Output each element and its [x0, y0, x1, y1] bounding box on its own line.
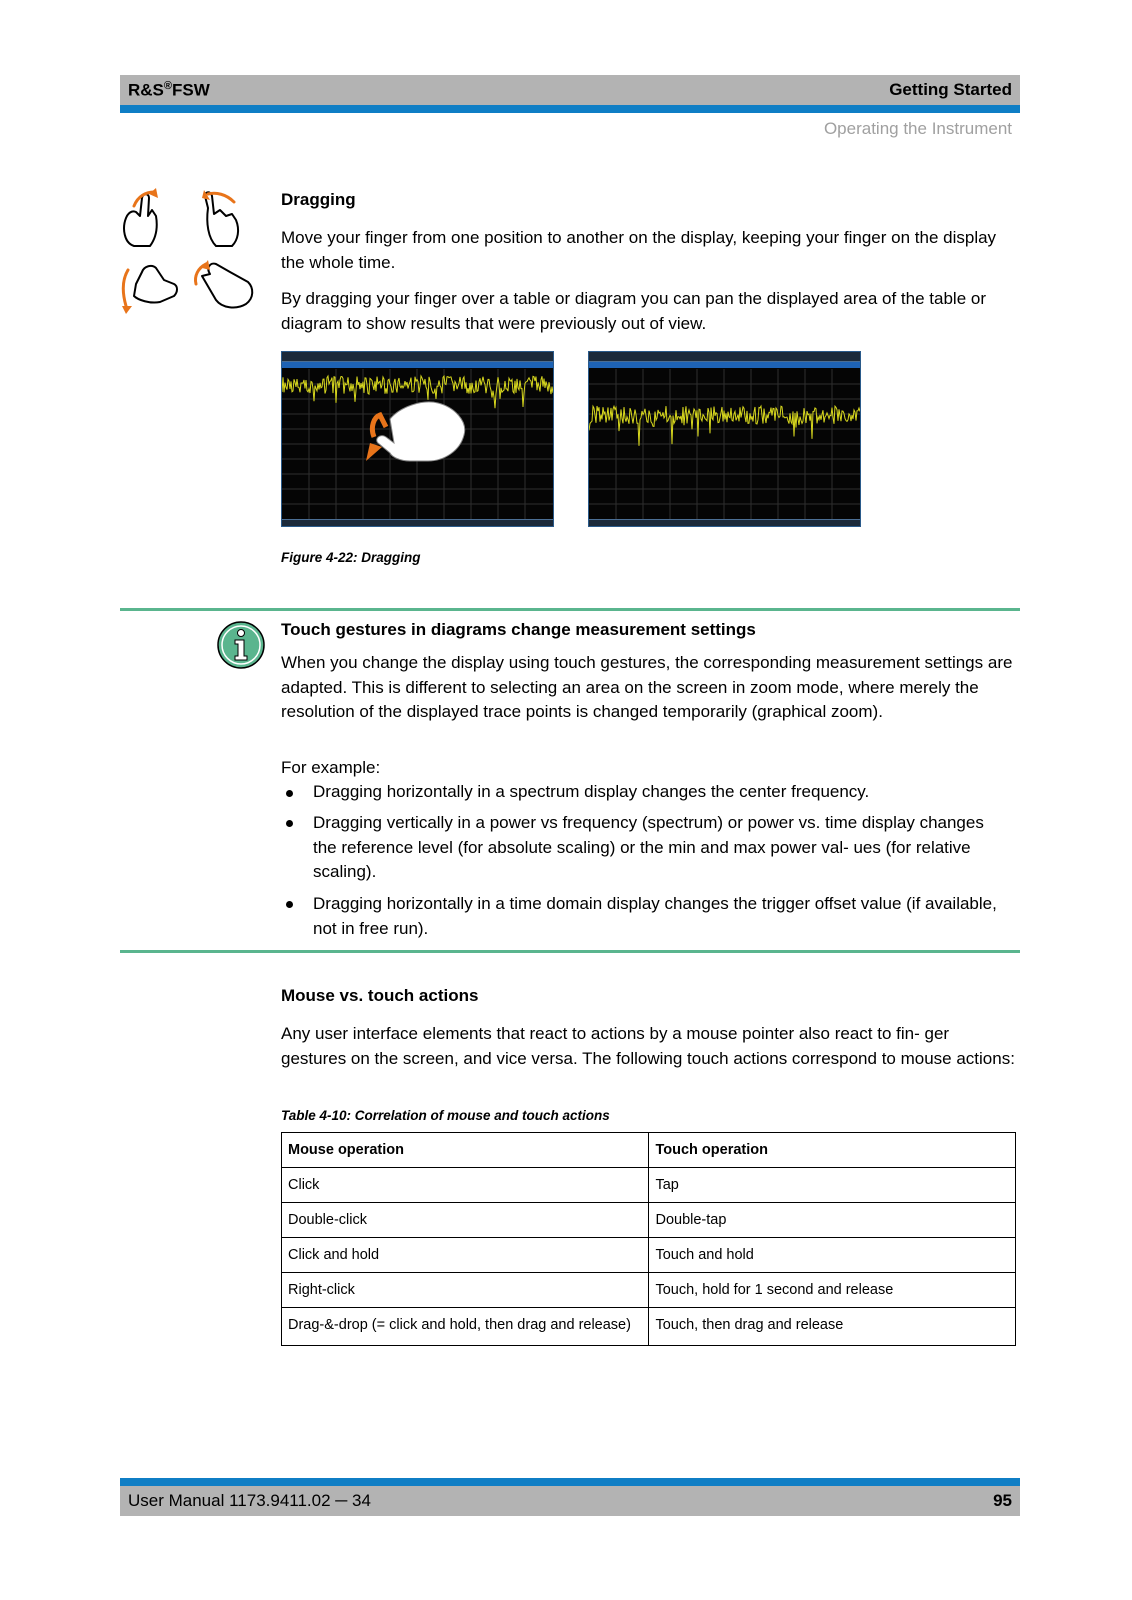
mouse-touch-paragraph: Any user interface elements that react to actions by a mouse pointer also react to fin- ger gestures on the screen, and vice versa. The following touch actions correspond to mouse actions:	[281, 1024, 1015, 1068]
dragging-heading: Dragging	[281, 190, 356, 209]
table-caption: Table 4-10: Correlation of mouse and touch actions	[281, 1108, 610, 1123]
note-heading: Touch gestures in diagrams change measurement settings	[281, 620, 756, 639]
page-number: 95	[993, 1491, 1012, 1510]
mouse-touch-heading: Mouse vs. touch actions	[281, 986, 479, 1005]
mouse-touch-table	[281, 1132, 1016, 1346]
table-cell: Right-click	[282, 1273, 649, 1308]
column-header: Mouse operation	[282, 1133, 649, 1168]
header-bar	[120, 75, 1020, 105]
spectrum-screenshot-before	[281, 351, 554, 527]
note-top-rule	[120, 608, 1020, 611]
footer-accent-line	[120, 1478, 1020, 1486]
column-header: Touch operation	[649, 1133, 1016, 1168]
drag-gesture-icon	[116, 188, 261, 324]
manual-reference: User Manual 1173.9411.02 ─ 34	[128, 1491, 371, 1510]
table-header-row	[282, 1133, 1016, 1168]
spectrum-trace-plot-panned	[589, 369, 860, 520]
table-row	[282, 1203, 1016, 1238]
table-row	[282, 1308, 1016, 1346]
table-cell: Tap	[649, 1168, 1016, 1203]
table-cell: Drag-&-drop (= click and hold, then drag and release)	[282, 1308, 649, 1346]
table-cell: Touch, then drag and release	[649, 1308, 1016, 1346]
product-name: R&S®FSW	[128, 80, 210, 100]
note-for-example: For example:	[281, 758, 381, 777]
figure-caption: Figure 4-22: Dragging	[281, 550, 421, 565]
table-cell: Touch, hold for 1 second and release	[649, 1273, 1016, 1308]
table-cell: Touch and hold	[649, 1238, 1016, 1273]
header-accent-line	[120, 105, 1020, 113]
table-row	[282, 1238, 1016, 1273]
bullet-item: Dragging horizontally in a spectrum display changes the center frequency.	[313, 782, 870, 801]
note-bottom-rule	[120, 950, 1020, 953]
dragging-paragraph-1: Move your finger from one position to another on the display, keeping your finger on the display the whole time.	[281, 228, 997, 272]
spectrum-trace-plot	[282, 369, 553, 520]
table-cell: Double-click	[282, 1203, 649, 1238]
table-row	[282, 1273, 1016, 1308]
section-title: Operating the Instrument	[823, 119, 1012, 138]
table-cell: Click and hold	[282, 1238, 649, 1273]
chapter-title: Getting Started	[889, 80, 1012, 99]
note-paragraph: When you change the display using touch gestures, the corresponding measurement settings are adapted. This is different to selecting an area on the screen in zoom mode, where merely the resolution of the displayed trace points is changed temporarily (graphical zoom).	[281, 653, 1013, 721]
bullet-dot	[286, 901, 293, 908]
bullet-item: Dragging vertically in a power vs frequency (spectrum) or power vs. time display changes the reference level (for absolute scaling) or the min and max power val- ues (for relative scaling).	[313, 813, 984, 881]
spectrum-screenshot-after	[588, 351, 861, 527]
bullet-dot	[286, 790, 293, 797]
bullet-item: Dragging horizontally in a time domain display changes the trigger offset value (if available, not in free run).	[313, 894, 997, 938]
dragging-paragraph-2: By dragging your finger over a table or diagram you can pan the displayed area of the table or diagram to show results that were previously out of view.	[281, 289, 986, 333]
info-icon	[216, 620, 266, 670]
bullet-dot	[286, 820, 293, 827]
table-row	[282, 1168, 1016, 1203]
table-cell: Click	[282, 1168, 649, 1203]
table-cell: Double-tap	[649, 1203, 1016, 1238]
